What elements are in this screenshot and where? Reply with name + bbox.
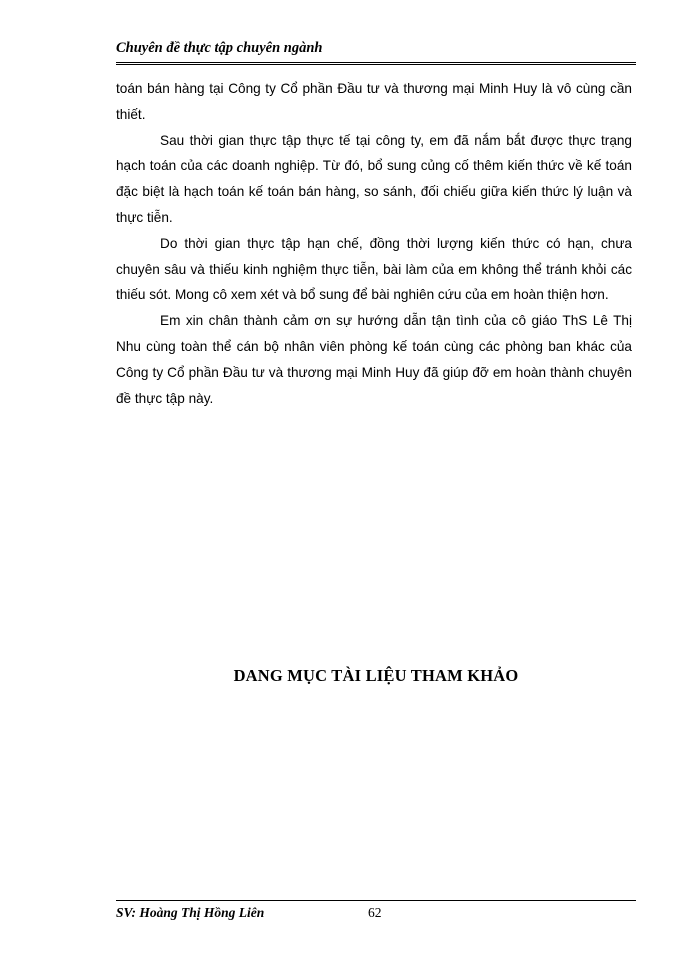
footer-student-name: SV: Hoàng Thị Hồng Liên — [116, 905, 265, 920]
paragraph-internship-summary: Sau thời gian thực tập thực tế tại công ty, em đã nắm bắt được thực trạng hạch toán của các doanh nghiệp. Từ đó, bổ sung củng cố thêm kiến thức về kế toán đặc biệt là hạch toán kế toán bán hàng, so sánh, đối chiếu giữa kiến thức lý luận và thực tiễn. — [116, 132, 632, 225]
paragraph-acknowledgement: Em xin chân thành cảm ơn sự hướng dẫn tận tình của cô giáo ThS Lê Thị Nhu cùng toàn thể cán bộ nhân viên phòng kế toán cùng các phòng ban khác của Công ty Cổ phần Đầu tư và thương mại Minh Huy đã giúp đỡ em hoàn thành chuyên đề thực tập này. — [116, 313, 632, 406]
references-heading: DANG MỤC TÀI LIỆU THAM KHẢO — [233, 666, 519, 685]
paragraph-continuation: toán bán hàng tại Công ty Cổ phần Đầu tư và thương mại Minh Huy là vô cùng cần thiết. — [116, 81, 632, 122]
page-number: 62 — [368, 905, 382, 920]
paragraph-limitations: Do thời gian thực tập hạn chế, đồng thời lượng kiến thức có hạn, chưa chuyên sâu và thiếu kinh nghiệm thực tiễn, bài làm của em không thể tránh khỏi các thiếu sót. Mong cô xem xét và bổ sung để bài nghiên cứu của em hoàn thiện hơn. — [116, 235, 632, 303]
header-title: Chuyên đề thực tập chuyên ngành — [116, 40, 323, 56]
page-header — [116, 36, 636, 65]
page-footer — [116, 900, 636, 925]
body-text — [116, 76, 632, 411]
